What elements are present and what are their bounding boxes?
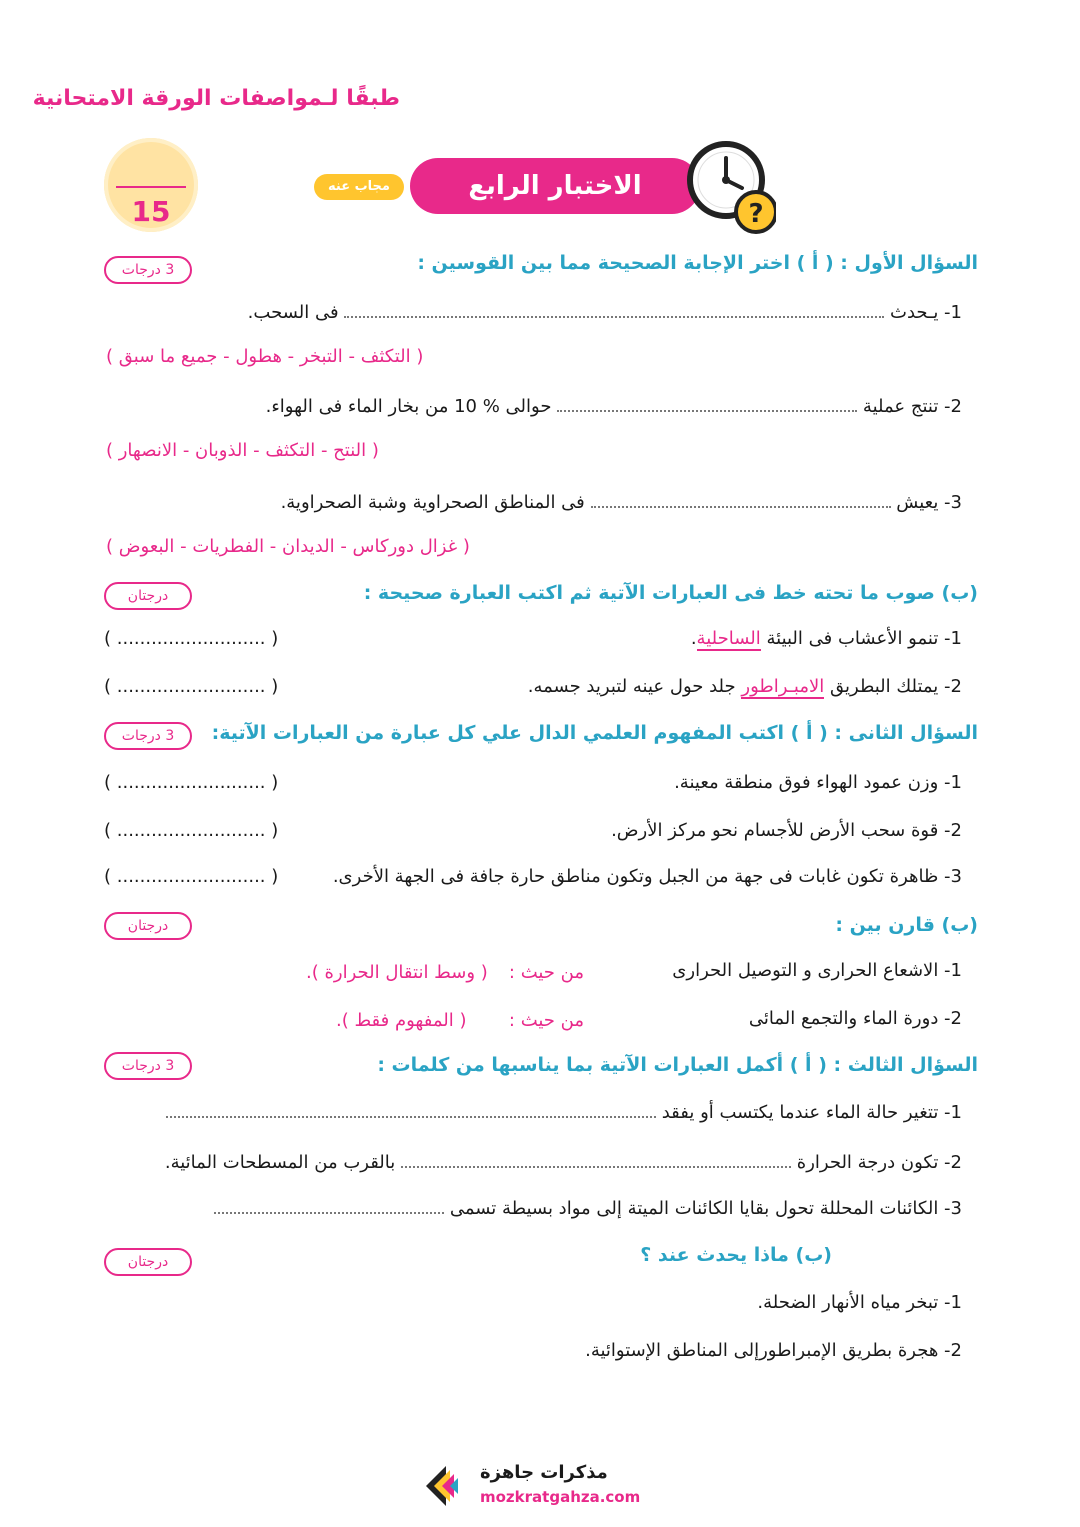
site-logo-icon bbox=[420, 1460, 472, 1512]
q3-b-item-2: 2- هجرة بطريق الإمبراطورإلى المناطق الإستوائية. bbox=[585, 1340, 962, 1361]
answer-box[interactable]: ( .......................... ) bbox=[104, 772, 279, 793]
exam-title-banner: الاختبار الرابع bbox=[410, 158, 700, 214]
q2-b-item-1-criteria-label: من حيث : bbox=[508, 962, 584, 983]
q1-item-3: 3- يعيش فى المناطق الصحراوية وشبة الصحراوية. bbox=[280, 492, 962, 513]
q1-b-item-1: 1- تنمو الأعشاب فى البيئة الساحلية. bbox=[690, 628, 962, 649]
q1-b-marks: درجتان bbox=[104, 582, 192, 610]
answer-box[interactable]: ( .......................... ) bbox=[104, 628, 279, 649]
site-name: مذكرات جاهزة bbox=[480, 1462, 608, 1483]
q2-title: السؤال الثانى : ( أ ) اكتب المفهوم العلمي الدال علي كل عبارة من العبارات الآتية: bbox=[211, 722, 978, 744]
answer-blank[interactable] bbox=[401, 1150, 791, 1168]
q2-b-item-1: 1- الاشعاع الحرارى و التوصيل الحرارى bbox=[672, 960, 962, 981]
answer-blank[interactable] bbox=[591, 490, 891, 508]
clock-question-icon bbox=[686, 140, 776, 236]
q2-item-3: 3- ظاهرة تكون غابات فى جهة من الجبل وتكون مناطق حارة جافة فى الجهة الأخرى. bbox=[332, 866, 962, 887]
q2-item-2: 2- قوة سحب الأرض للأجسام نحو مركز الأرض. bbox=[611, 820, 962, 841]
q3-item-2: 2- تكون درجة الحرارة بالقرب من المسطحات المائية. bbox=[164, 1152, 962, 1173]
q1-options-1: ( التكثف - التبخر - هطول - جميع ما سبق ) bbox=[106, 346, 424, 367]
q2-b-item-1-criteria: ( وسط انتقال الحرارة ). bbox=[306, 962, 488, 983]
q2-b-title: (ب) قارن بين : bbox=[835, 914, 978, 936]
q2-item-1: 1- وزن عمود الهواء فوق منطقة معينة. bbox=[674, 772, 962, 793]
answer-blank[interactable] bbox=[557, 394, 857, 412]
answer-blank[interactable] bbox=[166, 1100, 656, 1118]
answer-box[interactable]: ( .......................... ) bbox=[104, 820, 279, 841]
site-url[interactable]: mozkratgahza.com bbox=[480, 1488, 641, 1506]
q2-b-item-2: 2- دورة الماء والتجمع المائى bbox=[748, 1008, 962, 1029]
svg-text:?: ? bbox=[748, 199, 764, 229]
q2-b-item-2-criteria: ( المفهوم فقط ). bbox=[336, 1010, 467, 1031]
q1-b-item-2: 2- يمتلك البطريق الامبـراطور جلد حول عينه لتبريد جسمه. bbox=[527, 676, 962, 697]
q2-marks: 3 درجات bbox=[104, 722, 192, 750]
q2-b-item-2-criteria-label: من حيث : bbox=[508, 1010, 584, 1031]
q1-options-3: ( غزال دوركاس - الديدان - الفطريات - البعوض ) bbox=[106, 536, 470, 557]
q3-b-title: (ب) ماذا يحدث عند ؟ bbox=[640, 1244, 832, 1266]
q1-marks: 3 درجات bbox=[104, 256, 192, 284]
q1-title: السؤال الأول : ( أ ) اختر الإجابة الصحيحة مما بين القوسين : bbox=[417, 252, 978, 274]
answer-blank[interactable] bbox=[344, 300, 884, 318]
answer-box[interactable]: ( .......................... ) bbox=[104, 676, 279, 697]
q3-b-marks: درجتان bbox=[104, 1248, 192, 1276]
q1-item-1: 1- يـحدث فى السحب. bbox=[247, 302, 962, 323]
q3-item-3: 3- الكائنات المحللة تحول بقايا الكائنات الميتة إلى مواد بسيطة تسمى bbox=[214, 1196, 962, 1219]
top-title: طبقًا لـمواصفات الورقة الامتحانية bbox=[32, 86, 400, 111]
answer-box[interactable]: ( .......................... ) bbox=[104, 866, 279, 887]
q3-b-item-1: 1- تبخر مياه الأنهار الضحلة. bbox=[757, 1292, 962, 1313]
q3-item-1: 1- تتغير حالة الماء عندما يكتسب أو يفقد bbox=[166, 1100, 962, 1123]
answered-tag: مجاب عنه bbox=[314, 174, 404, 200]
q1-options-2: ( النتح - التكثف - الذوبان - الانصهار ) bbox=[106, 440, 379, 461]
q3-title: السؤال الثالث : ( أ ) أكمل العبارات الآتية بما يناسبها من كلمات : bbox=[377, 1054, 978, 1076]
exam-number-divider bbox=[116, 186, 186, 188]
q1-item-2: 2- تنتج عملية حوالى % 10 من بخار الماء فى الهواء. bbox=[265, 396, 962, 417]
answer-blank[interactable] bbox=[214, 1196, 444, 1214]
q2-b-marks: درجتان bbox=[104, 912, 192, 940]
q1-b-title: (ب) صوب ما تحته خط فى العبارات الآتية ثم اكتب العبارة صحيحة : bbox=[363, 582, 978, 604]
q3-marks: 3 درجات bbox=[104, 1052, 192, 1080]
exam-number: 15 bbox=[131, 195, 171, 228]
